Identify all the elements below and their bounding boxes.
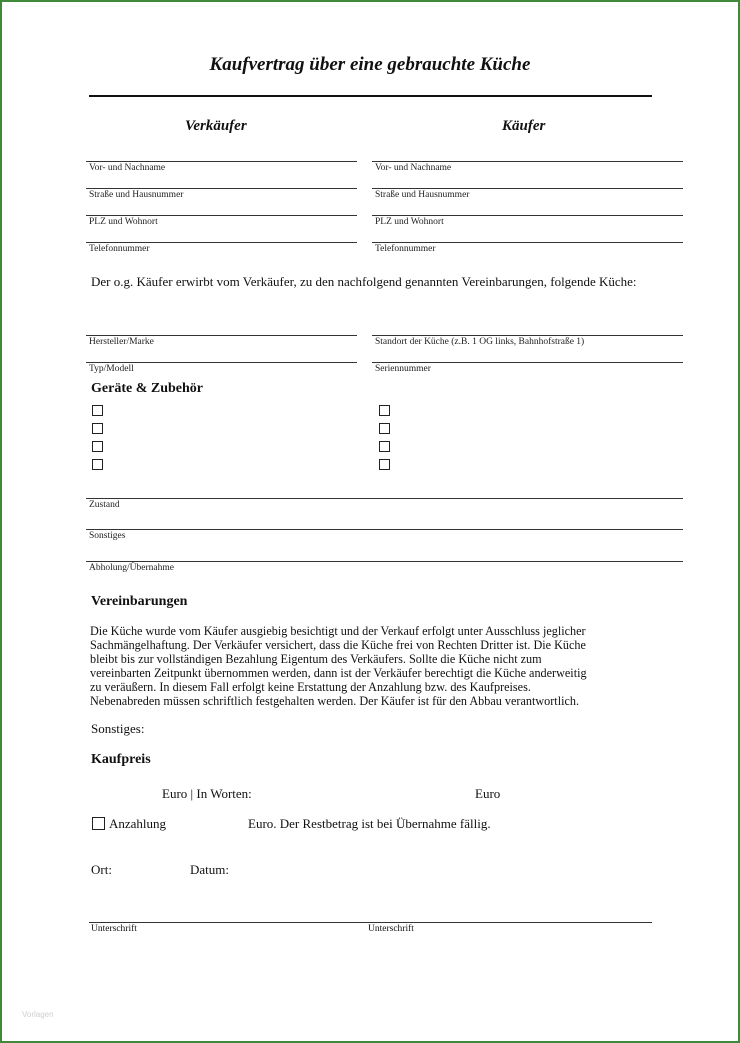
pickup-field[interactable] (86, 561, 683, 587)
seller-city-label: PLZ und Wohnort (89, 217, 158, 227)
signature-right-label: Unterschrift (368, 924, 414, 934)
price-euro-label: Euro (475, 786, 501, 801)
manufacturer-label: Hersteller/Marke (89, 337, 154, 347)
signature-line[interactable] (89, 922, 652, 923)
deposit-text: Euro. Der Restbetrag ist bei Übernahme fällig. (248, 816, 491, 831)
appliance-checkbox[interactable] (92, 423, 103, 434)
buyer-city-field[interactable] (372, 215, 683, 241)
location-label: Standort der Küche (z.B. 1 OG links, Bahnhofstraße 1) (375, 337, 585, 347)
appliance-checkbox[interactable] (379, 459, 390, 470)
signature-left-label: Unterschrift (91, 924, 137, 934)
buyer-city-label: PLZ und Wohnort (375, 217, 444, 227)
buyer-name-label: Vor- und Nachname (375, 163, 452, 173)
appliances-heading: Geräte & Zubehör (91, 381, 203, 396)
seller-city-field[interactable] (86, 215, 357, 241)
appliance-checkbox[interactable] (379, 423, 390, 434)
document-title: Kaufvertrag über eine gebrauchte Küche (209, 54, 531, 75)
seller-phone-field[interactable] (86, 242, 357, 268)
condition-label: Zustand (89, 500, 120, 510)
agreements-line: Nebenabreden müssen schriftlich festgehalten werden. Der Käufer ist für den Abbau verantwortlich. (90, 694, 580, 708)
buyer-street-field[interactable] (372, 188, 683, 214)
other-field[interactable] (86, 529, 683, 555)
appliance-checkbox[interactable] (92, 459, 103, 470)
agreements-line: Sachmängelhaftung. Der Verkäufer versichert, dass die Küche frei von Rechten Dritter ist. Die Küche (90, 638, 586, 652)
agreements-line: Die Küche wurde vom Käufer ausgiebig besichtigt und der Verkauf erfolgt unter Ausschluss jeglicher (90, 624, 586, 638)
seller-name-label: Vor- und Nachname (89, 163, 166, 173)
agreements-line: vereinbarten Zeitpunkt übernommen werden, dann ist der Verkäufer berechtigt die Küche anderweitig (90, 666, 587, 680)
buyer-phone-field[interactable] (372, 242, 683, 268)
agreements-line: zu veräußern. In diesem Fall erfolgt keine Erstattung der Anzahlung bzw. des Kaufpreises. (90, 680, 531, 694)
intro-paragraph: Der o.g. Käufer erwirbt vom Verkäufer, zu den nachfolgend genannten Vereinbarungen, folgende Küche: (91, 274, 637, 289)
buyer-heading: Käufer (502, 118, 546, 134)
manufacturer-field[interactable] (86, 335, 357, 361)
serial-label: Seriennummer (375, 364, 431, 374)
serial-field[interactable] (372, 362, 683, 388)
appliance-checkbox[interactable] (92, 405, 103, 416)
agreements-line: bleibt bis zur vollständigen Bezahlung Eigentum des Verkäufers. Sollte die Küche nicht zum (90, 652, 542, 666)
place-label: Ort: (91, 862, 112, 877)
other-label: Sonstiges (89, 531, 126, 541)
seller-name-field[interactable] (86, 161, 357, 187)
buyer-phone-label: Telefonnummer (375, 244, 436, 254)
seller-heading: Verkäufer (185, 118, 247, 134)
deposit-label: Anzahlung (109, 816, 167, 831)
condition-field[interactable] (86, 498, 683, 524)
watermark: Vorlagen (22, 1010, 54, 1019)
price-euro-words-label: Euro | In Worten: (162, 786, 252, 801)
location-field[interactable] (372, 335, 683, 361)
appliance-checkbox[interactable] (379, 405, 390, 416)
appliance-checkbox[interactable] (92, 441, 103, 452)
price-heading: Kaufpreis (91, 752, 151, 767)
seller-phone-label: Telefonnummer (89, 244, 150, 254)
pickup-label: Abholung/Übernahme (89, 563, 174, 573)
appliance-checkbox[interactable] (379, 441, 390, 452)
seller-street-field[interactable] (86, 188, 357, 214)
buyer-street-label: Straße und Hausnummer (375, 190, 470, 200)
title-divider (89, 95, 652, 97)
agreements-text (90, 624, 650, 708)
seller-street-label: Straße und Hausnummer (89, 190, 184, 200)
agreements-heading: Vereinbarungen (91, 594, 188, 609)
other-notes-label: Sonstiges: (91, 721, 145, 736)
buyer-name-field[interactable] (372, 161, 683, 187)
date-label: Datum: (190, 862, 229, 877)
model-label: Typ/Modell (89, 364, 134, 374)
deposit-checkbox[interactable] (92, 817, 105, 830)
